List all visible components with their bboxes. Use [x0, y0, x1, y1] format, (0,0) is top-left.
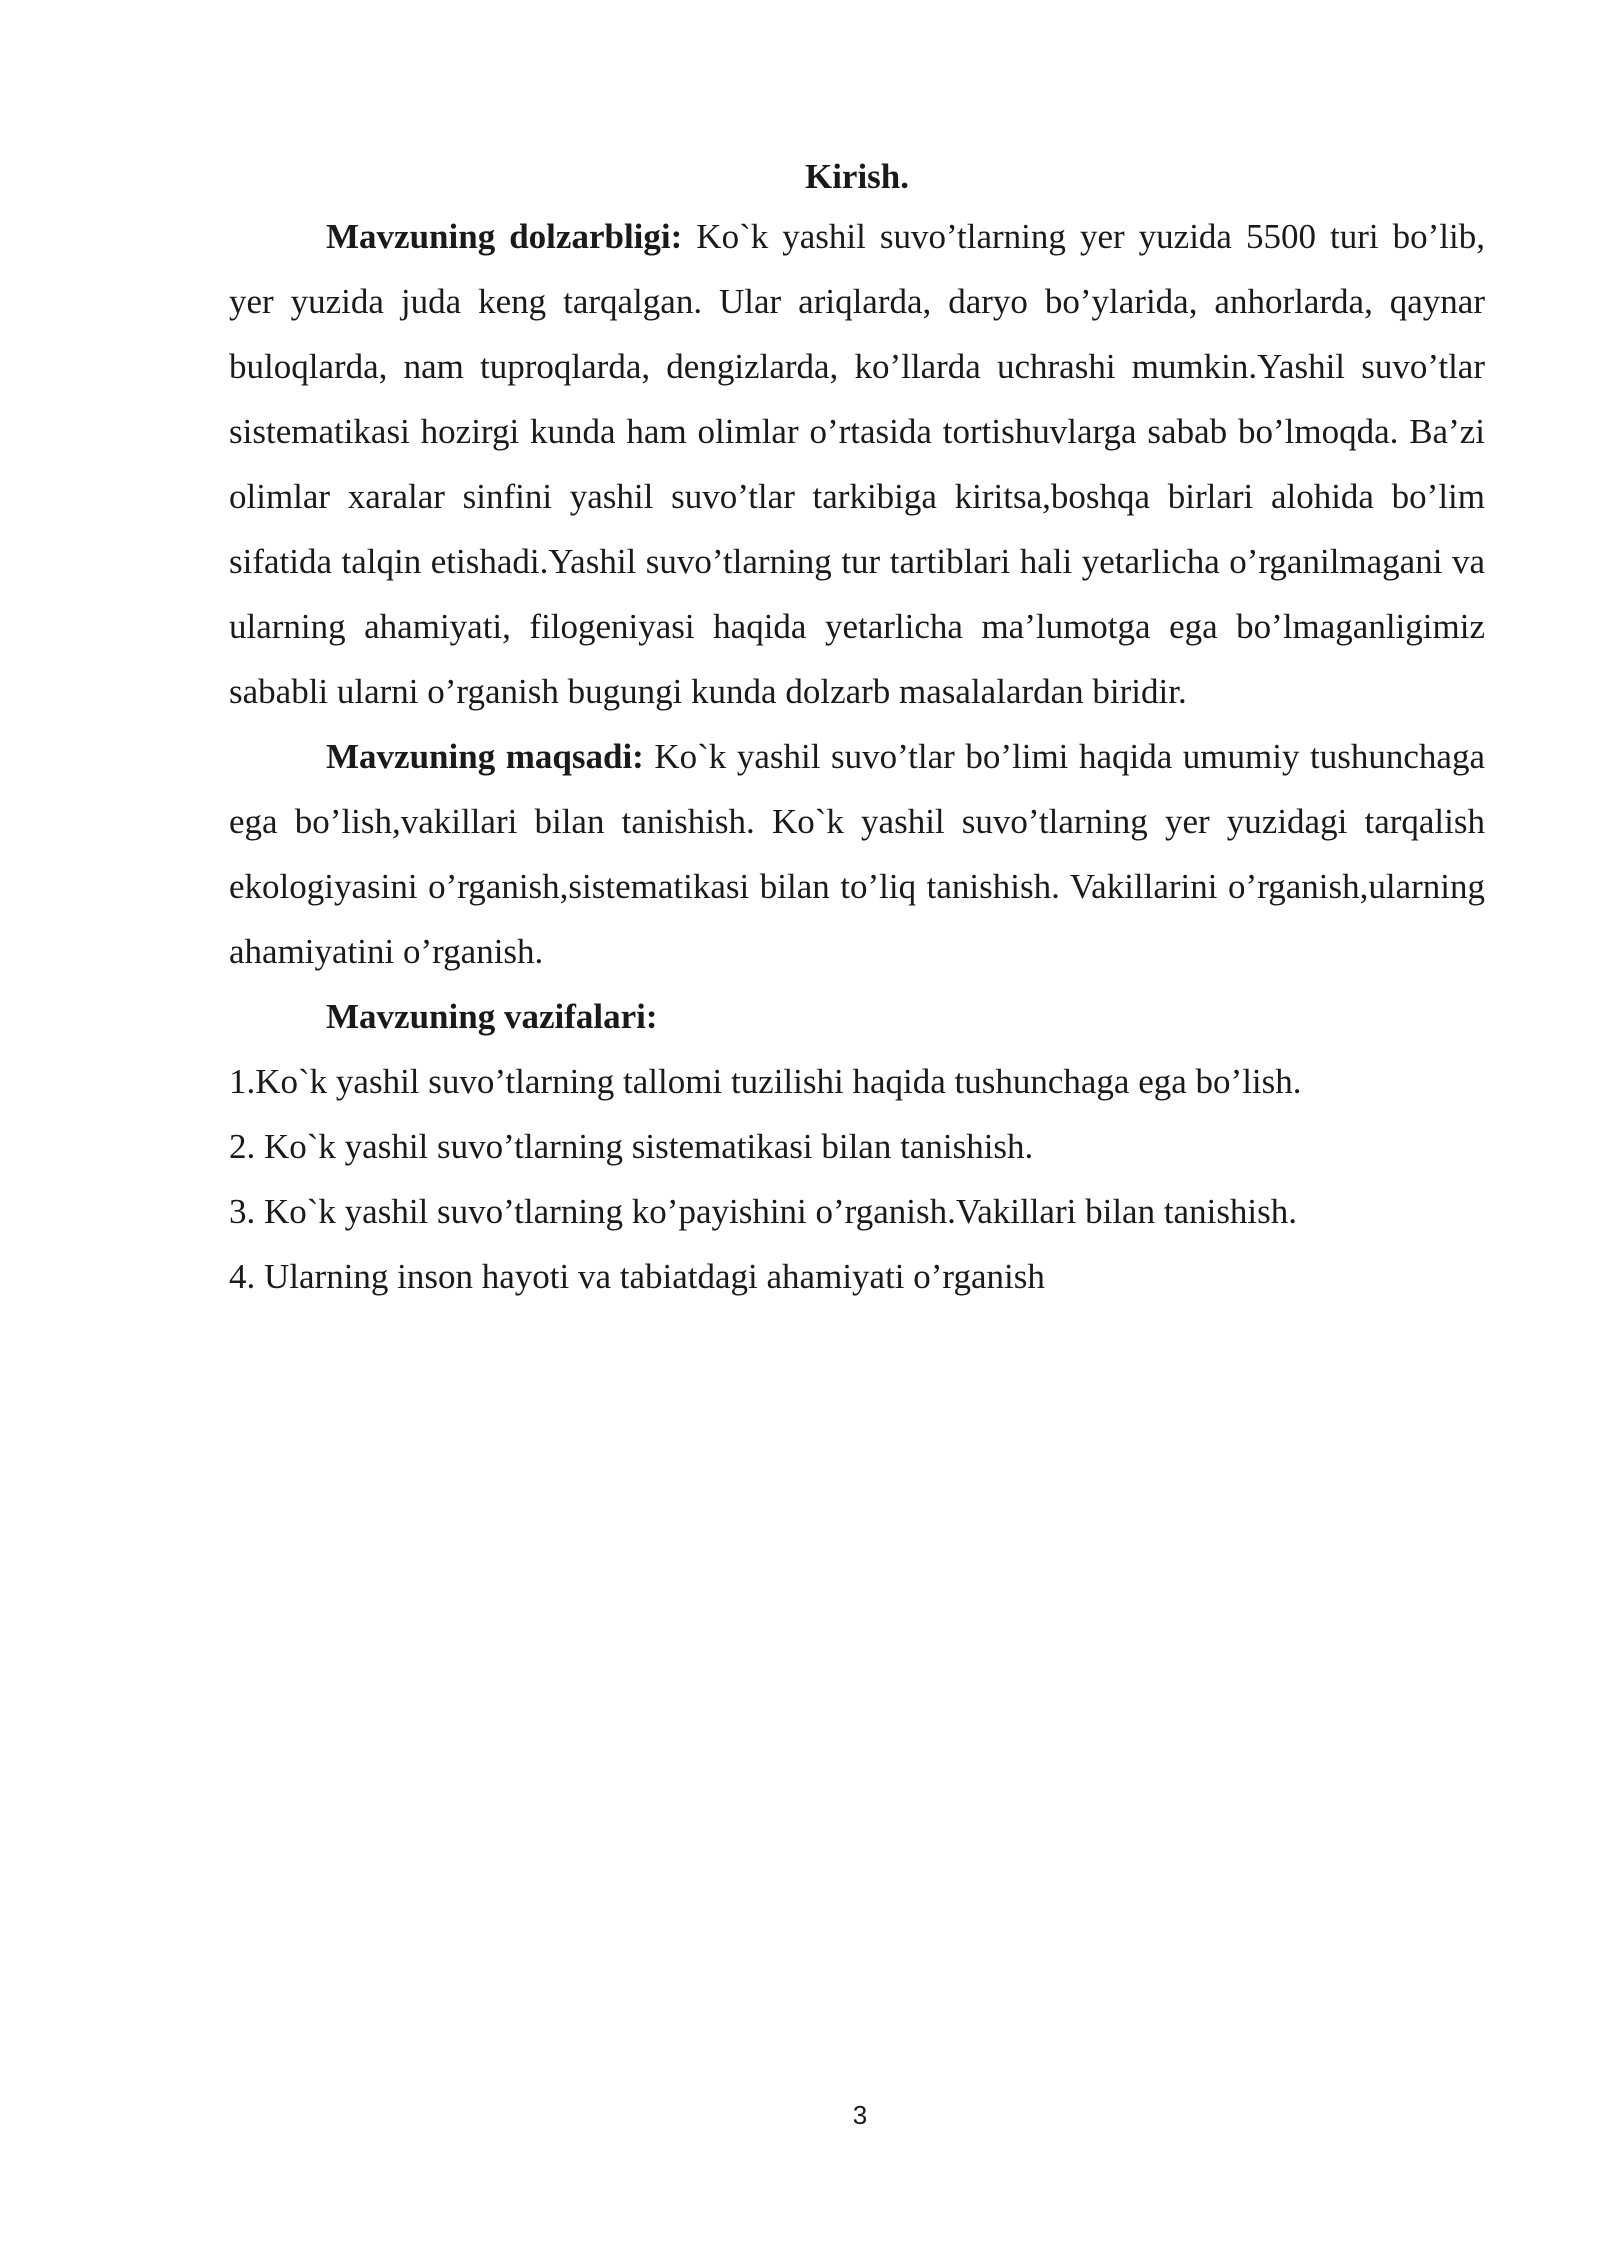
list-item: 1.Ko`k yashil suvo’tlarning tallomi tuzilishi haqida tushunchaga ega bo’lish. — [229, 1062, 1302, 1101]
tasks-list — [229, 1049, 1485, 1309]
list-item: 3. Ko`k yashil suvo’tlarning ko’payishini o’rganish.Vakillari bilan tanishish. — [229, 1192, 1298, 1231]
tasks-heading: Mavzuning vazifalari: — [326, 997, 658, 1036]
relevance-paragraph — [229, 204, 1485, 724]
goal-label: Mavzuning maqsadi: — [326, 737, 644, 776]
relevance-text: Ko`k yashil suvo’tlarning yer yuzida 5500 turi bo’lib, yer yuzida juda keng tarqalgan. Ular ariqlarda, daryo bo’ylarida, anhorlarda, qaynar buloqlarda, nam tuproqlarda, dengizlarda, ko’llarda uchrashi mumkin.Yashil suvo’tlar sistematikasi hozirgi kunda ham olimlar o’rtasida tortishuvlarga sabab bo’lmoqda. Ba’zi olimlar xaralar sinfini yashil suvo’tlar tarkibiga kiritsa,boshqa birlari alohida bo’lim sifatida talqin etishadi.Yashil suvo’tlarning tur tartiblari hali yetarlicha o’rganilmagani va ularning ahamiyati, filogeniyasi haqida yetarlicha ma’lumotga ega bo’lmaganligimiz sababli ularni o’rganish bugungi kunda dolzarb masalalardan biridir. — [229, 217, 1485, 711]
goal-text: Ko`k yashil suvo’tlar bo’limi haqida umumiy tushunchaga ega bo’lish,vakillari bilan tanishish. Ko`k yashil suvo’tlarning yer yuzidagi tarqalish ekologiyasini o’rganish,sistematikasi bilan to’liq tanishish. Vakillarini o’rganish,ularning ahamiyatini o’rganish. — [229, 737, 1485, 971]
relevance-label: Mavzuning dolzarbligi: — [326, 217, 683, 256]
list-item: 2. Ko`k yashil suvo’tlarning sistematikasi bilan tanishish. — [229, 1127, 1034, 1166]
page-number: 3 — [852, 2100, 868, 2130]
list-item: 4. Ularning inson hayoti va tabiatdagi ahamiyati o’rganish — [229, 1257, 1045, 1296]
goal-paragraph — [229, 724, 1485, 984]
document-body — [229, 150, 1485, 1309]
section-title: Kirish. — [804, 157, 910, 196]
